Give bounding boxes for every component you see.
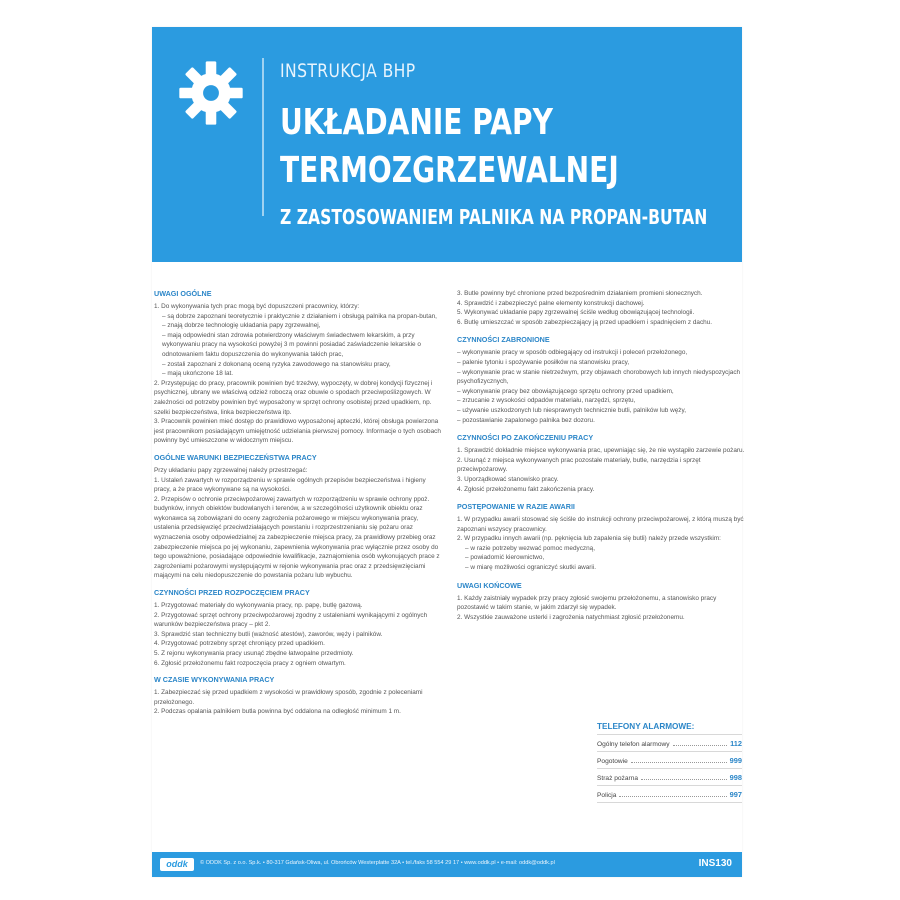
zabronione-item: – wykonywanie pracy bez obowiązującego sprzętu ochrony przed upadkiem,	[457, 387, 674, 395]
section-heading: POSTĘPOWANIE W RAZIE AWARII	[457, 502, 575, 512]
awaria-subitem: – w razie potrzeby wezwać pomoc medyczną,	[465, 544, 595, 552]
ogolne-item: 2. Przepisów o ochronie przeciwpożarowej zawartych w rozporządzeniu w sprawie ochrony ppoż. budynków, innych obiektów budowlanych i terenów, a w szczególności użytkownik obiektu oraz wykonawca są zobowiązani do oceny zagrożenia pożarowego w miejscu wykonywania pracy, ustalenia przedsięwzięć przeciwdziałających powstaniu i rozprzestrzenianiu się pożaru oraz wyznaczenia osoby odpowiedzialnej za zabezpieczenie miejsca pracy, za prawidłowy przebieg oraz zabezpieczenie miejsca po jej wykonaniu, zapewnienia wykonywania prac wyłącznie przez osoby do tego upoważnione, posiadające odpowiednie kwalifikacje, zaznajomienia osób wykonujących prace z zagrożeniami pożarowymi występującymi w rejonie wykonywania prac oraz z przedsięwzięciami mającymi na celu niedopuszczenie do powstania pożaru lub wybuchu.	[154, 495, 440, 580]
phone-number: 999	[729, 756, 742, 765]
section-po-zakonczeniu	[457, 433, 747, 494]
gear-icon	[178, 60, 244, 126]
right-column	[457, 289, 747, 626]
section-zabronione	[457, 335, 747, 425]
section-w-czasie	[154, 675, 442, 717]
phone-dots	[641, 779, 727, 780]
ogolne-item: 1. Ustaleń zawartych w rozporządzeniu w sprawie ogólnych przepisów bezpieczeństwa i higieny pracy, a że prace wykonywane są na wysokości.	[154, 476, 426, 494]
oddk-logo: oddk	[160, 858, 194, 871]
przed-item: 6. Zgłosić przełożonemu fakt rozpoczęcia pracy z ogniem otwartym.	[154, 659, 346, 667]
cont-item: 4. Sprawdzić i zabezpieczyć palne elementy konstrukcji dachowej.	[457, 299, 645, 307]
uwagi-item: 2. Przystępując do pracy, pracownik powinien być trzeźwy, wypoczęty, w dobrej kondycji fizycznej i psychicznej, ubrany we właściwą odzież roboczą oraz obuwie o spodach przeciwpoślizgowych. W zależności od potrzeby powinien być wyposażony w sprzęt ochrony osobistej przed upadkiem, np. szelki bezpieczeństwa, linka bezpieczeństwa itp.	[154, 379, 433, 416]
phone-number: 112	[730, 739, 742, 748]
ogolne-intro: Przy układaniu papy zgrzewalnej należy przestrzegać:	[154, 466, 308, 474]
phone-row	[597, 734, 742, 751]
phone-number: 997	[729, 790, 742, 799]
emergency-phones	[597, 722, 742, 803]
header-subtitle: Z ZASTOSOWANIEM PALNIKA NA PROPAN-BUTAN	[280, 205, 708, 229]
phone-dots	[619, 796, 726, 797]
phone-label: Straż pożarna	[597, 775, 639, 782]
phone-label: Ogólny telefon alarmowy	[597, 741, 670, 748]
koncowe-item: 2. Wszystkie zauważone usterki i zagrożenia natychmiast zgłosić przełożonemu.	[457, 613, 685, 621]
footer-bar	[152, 852, 742, 877]
document-code: INS130	[698, 858, 732, 869]
header-kicker: INSTRUKCJA BHP	[280, 60, 416, 82]
phone-row	[597, 751, 742, 768]
awaria-item: 1. W przypadku awarii stosować się ściśle do instrukcji ochrony przeciwpożarowej, z którą muszą być zapoznani wszyscy pracownicy.	[457, 516, 744, 533]
phone-label: Policja	[597, 792, 617, 799]
zabronione-item: – pozostawianie zapalonego palnika bez dozoru.	[457, 416, 595, 424]
header-title-line2: TERMOZGRZEWALNEJ	[280, 150, 619, 191]
uwagi-item: 1. Do wykonywania tych prac mogą być dopuszczeni pracownicy, którzy:	[154, 303, 360, 310]
phone-number: 998	[729, 773, 742, 782]
header-divider	[262, 58, 264, 216]
phone-row	[597, 768, 742, 785]
zabronione-item: – używanie uszkodzonych lub niesprawnych technicznie butli, palników lub węży,	[457, 406, 687, 414]
uwagi-subitem: – mają ukończone 18 lat.	[162, 370, 234, 378]
section-awaria	[457, 502, 747, 573]
przed-item: 5. Z rejonu wykonywania pracy usunąć zbędne łatwopalne przedmioty.	[154, 650, 354, 657]
section-ogolne-warunki	[154, 453, 442, 581]
section-heading: CZYNNOŚCI ZABRONIONE	[457, 335, 550, 345]
instruction-sheet	[152, 27, 745, 877]
phones-heading: TELEFONY ALARMOWE:	[597, 722, 695, 731]
section-uwagi-koncowe	[457, 581, 747, 623]
zabronione-item: – palenie tytoniu i spożywanie posiłków na stanowisku pracy,	[457, 358, 630, 366]
po-item: 4. Zgłosić przełożonemu fakt zakończenia pracy.	[457, 485, 595, 493]
footer-contact: © ODDK Sp. z o.o. Sp.k. • 80-317 Gdańsk-Oliwa, ul. Obrońców Westerplatte 32A • tel./faks 58 554 29 17 • www.oddk.pl • e-mail: oddk@oddk.pl	[200, 860, 555, 866]
wczasie-item: 2. Podczas opalania palnikiem butla powinna być oddalona na odległość minimum 1 m.	[154, 708, 401, 716]
section-heading: CZYNNOŚCI PO ZAKOŃCZENIU PRACY	[457, 433, 594, 443]
section-heading: UWAGI KOŃCOWE	[457, 580, 522, 590]
cont-item: 6. Butlę umieszczać w sposób zabezpieczający ją przed upadkiem i spadnięciem z dachu.	[457, 318, 713, 326]
section-heading: CZYNNOŚCI PRZED ROZPOCZĘCIEM PRACY	[154, 588, 310, 598]
header-title	[280, 99, 619, 195]
section-heading: UWAGI OGÓLNE	[154, 289, 212, 298]
uwagi-subitem: – znają dobrze technologię układania papy zgrzewalnej,	[162, 322, 321, 330]
zabronione-item: – wykonywanie pracy w sposób odbiegający od instrukcji i poleceń przełożonego,	[457, 349, 688, 357]
section-continued	[457, 289, 747, 327]
phone-row	[597, 785, 742, 803]
po-item: 2. Usunąć z miejsca wykonywanych prac pozostałe materiały, butle, narzędzia i sprzęt przeciwpożarowy.	[457, 456, 701, 474]
left-column	[152, 289, 442, 721]
uwagi-item: 3. Pracownik powinien mieć dostęp do prawidłowo wyposażonej apteczki, której obsługa powierzona jest pracownikom posiadającym umiejętność udzielania pierwszej pomocy. Informacje o tych osobach powinny być umieszczone w widocznym miejscu.	[154, 418, 441, 445]
uwagi-subitem: – są dobrze zapoznani teoretycznie i praktycznie z działaniem i obsługą palnika na propan-butan,	[162, 312, 437, 320]
phone-label: Pogotowie	[597, 758, 628, 765]
header-banner	[152, 27, 742, 262]
przed-item: 1. Przygotować materiały do wykonywania pracy, np. papę, butlę gazową.	[154, 602, 363, 610]
uwagi-subitem: – mają odpowiedni stan zdrowia potwierdzony właściwym świadectwem lekarskim, a przy wykonywaniu pracy na wysokości powyżej 3 m powinni posiadać zaświadczenie lekarskie o odnotowaniem faktu dopuszczenia do wykonywania takich prac,	[162, 331, 421, 358]
phone-dots	[631, 762, 727, 763]
przed-item: 2. Przygotować sprzęt ochrony przeciwpożarowej zgodny z ustaleniami wynikającymi z ogólnych warunków bezpieczeństwa pracy – pkt 2.	[154, 611, 428, 629]
section-heading: W CZASIE WYKONYWANIA PRACY	[154, 675, 275, 685]
header-title-line1: UKŁADANIE PAPY	[280, 102, 553, 143]
zabronione-item: – zrzucanie z wysokości odpadów materiału, narzędzi, sprzętu,	[457, 397, 636, 405]
section-heading: OGÓLNE WARUNKI BEZPIECZEŃSTWA PRACY	[154, 452, 317, 462]
awaria-item: 2. W przypadku innych awarii (np. pęknięcia lub zapalenia się butli) należy przede wszystkim:	[457, 535, 721, 543]
po-item: 3. Uporządkować stanowisko pracy.	[457, 475, 559, 483]
uwagi-subitem: – zostali zapoznani z dokonaną oceną ryzyka zawodowego na stanowisku pracy,	[162, 360, 391, 368]
cont-item: 5. Wykonywać układanie papy zgrzewalnej ściśle według obowiązującej technologii.	[457, 309, 695, 317]
koncowe-item: 1. Każdy zaistniały wypadek przy pracy zgłosić swojemu przełożonemu, a stanowisko pracy pozostawić w takim stanie, w jakim zdarzył się wypadek.	[457, 594, 717, 612]
awaria-subitem: – w miarę możliwości ograniczyć skutki awarii.	[465, 564, 597, 572]
cont-item: 3. Butle powinny być chronione przed bezpośrednim działaniem promieni słonecznych.	[457, 290, 703, 297]
awaria-subitem: – powiadomić kierownictwo,	[465, 554, 545, 562]
phone-dots	[673, 745, 727, 746]
przed-item: 4. Przygotować potrzebny sprzęt chroniący przed upadkiem.	[154, 640, 325, 648]
przed-item: 3. Sprawdzić stan techniczny butli (ważność atestów), zaworów, węży i palników.	[154, 630, 383, 638]
po-item: 1. Sprawdzić dokładnie miejsce wykonywania prac, upewniając się, że nie wystąpiło zarzewie pożaru.	[457, 447, 745, 455]
section-przed-rozpoczeciem	[154, 588, 442, 668]
zabronione-item: – wykonywanie prac w stanie nietrzeźwym, przy objawach chorobowych lub innych niedyspozycjach psychofizycznych,	[457, 368, 741, 386]
wczasie-item: 1. Zabezpieczać się przed upadkiem z wysokości w prawidłowy sposób, zgodnie z poleceniami przełożonego.	[154, 689, 423, 706]
section-uwagi-ogolne	[154, 289, 442, 446]
